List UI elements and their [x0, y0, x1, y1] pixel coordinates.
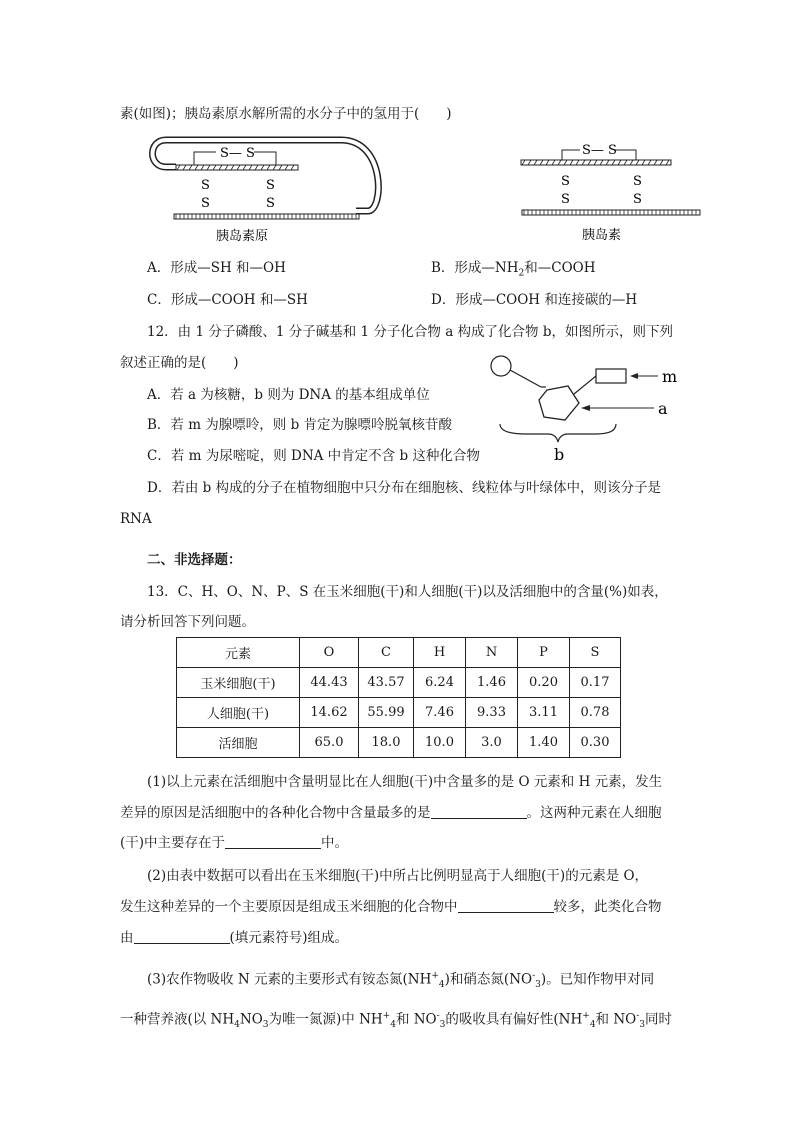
table-cell: 43.57: [359, 668, 414, 698]
q13-part1-line3: (干)中主要存在于 中。: [120, 835, 349, 851]
insulin-bottom-bar: [522, 210, 700, 215]
label-a: a: [658, 399, 668, 418]
table-cell: 0.20: [518, 668, 570, 698]
table-row: [177, 668, 621, 698]
table-cell: 活细胞: [177, 728, 300, 758]
label-m: m: [662, 367, 678, 386]
q12-option-a: A．若 a 为核糖，b 则为 DNA 的基本组成单位: [147, 387, 430, 403]
svg-text:S: S: [201, 196, 210, 211]
base-box: [596, 369, 626, 383]
nucleotide-figure: [486, 354, 686, 466]
q12-option-d-line2: RNA: [120, 511, 152, 527]
table-cell: 玉米细胞(干): [177, 668, 300, 698]
table-cell: 0.30: [570, 728, 621, 758]
table-cell: 0.17: [570, 668, 621, 698]
table-cell: 3.11: [518, 698, 570, 728]
insulin-bond-s: S: [561, 174, 570, 189]
phosphate-circle: [491, 356, 511, 376]
table-header-cell: 元素: [177, 638, 300, 668]
insulin-ss: S— S: [582, 143, 617, 158]
answer-blank[interactable]: [431, 804, 527, 819]
label-b: b: [554, 445, 565, 464]
table-cell: 1.40: [518, 728, 570, 758]
q13-stem-line1: 13．C、H、O、N、P、S 在玉米细胞(干)和人细胞(干)以及活细胞中的含量(%)如表，: [147, 584, 668, 600]
table-cell: 44.43: [300, 668, 359, 698]
table-cell: 7.46: [414, 698, 466, 728]
q11-stem-tail: 素(如图)；胰岛素原水解所需的水分子中的氢用于( ): [120, 106, 452, 122]
svg-text:S: S: [633, 174, 642, 189]
table-cell: 55.99: [359, 698, 414, 728]
table-header-cell: C: [359, 638, 414, 668]
q12-option-d-line1: D．若由 b 构成的分子在植物细胞中只分布在细胞核、线粒体与叶绿体中，则该分子是: [147, 480, 662, 496]
section2-heading: 二、非选择题：: [147, 552, 242, 568]
q12-option-b: B．若 m 为腺嘌呤，则 b 肯定为腺嘌呤脱氧核苷酸: [147, 417, 453, 433]
proinsulin-bottom-bar: [174, 214, 359, 219]
proinsulin-ss: S— S: [220, 146, 255, 161]
table-header-row: [177, 638, 621, 668]
element-content-table: [176, 637, 621, 758]
q13-part2-line3: 由 (填元素符号)组成。: [120, 930, 349, 946]
table-cell: 人细胞(干): [177, 698, 300, 728]
table-header-cell: H: [414, 638, 466, 668]
answer-blank[interactable]: [225, 834, 321, 849]
table-header-cell: N: [466, 638, 518, 668]
proinsulin-label: 胰岛素原: [216, 229, 269, 244]
proinsulin-top-bar: [176, 165, 298, 170]
q12-option-c: C．若 m 为尿嘧啶，则 DNA 中肯定不含 b 这种化合物: [147, 448, 480, 464]
table-cell: 18.0: [359, 728, 414, 758]
svg-text:S: S: [266, 196, 275, 211]
q12-stem-line2: 叙述正确的是( ): [120, 355, 239, 371]
q12-stem-line1: 12．由 1 分子磷酸、1 分子碱基和 1 分子化合物 a 构成了化合物 b，如图所示，则下列: [147, 324, 673, 340]
table-cell: 14.62: [300, 698, 359, 728]
table-cell: 9.33: [466, 698, 518, 728]
table-header-cell: S: [570, 638, 621, 668]
table-cell: 1.46: [466, 668, 518, 698]
svg-text:S: S: [266, 178, 275, 193]
answer-blank[interactable]: [458, 898, 554, 913]
pentose-pentagon: [539, 386, 579, 420]
table-row: [177, 728, 621, 758]
svg-text:S: S: [561, 192, 570, 207]
q13-part3-line2: 一种营养液(以 $NH_4NO_3$为唯一氮源)中 $NH^+_4$和 $NO^-_3$的吸收具有偏好性($NH^+_4$和 $NO^-_3$同时: [120, 1011, 672, 1031]
q11-option-d: D．形成—COOH 和连接碳的—H: [431, 292, 638, 308]
table-row: [177, 698, 621, 728]
q13-part1-line1: (1)以上元素在活细胞中含量明显比在人细胞(干)中含量多的是 O 元素和 H 元素，发生: [147, 774, 663, 790]
table-header-cell: P: [518, 638, 570, 668]
table-cell: 3.0: [466, 728, 518, 758]
insulin-top-bar: [521, 160, 671, 165]
table-cell: 6.24: [414, 668, 466, 698]
q13-part2-line1: (2)由表中数据可以看出在玉米细胞(干)中所占比例明显高于人细胞(干)的元素是 O，: [147, 868, 649, 884]
table-cell: 65.0: [300, 728, 359, 758]
table-header-cell: O: [300, 638, 359, 668]
q11-option-a: A．形成—SH 和—OH: [147, 260, 286, 276]
insulin-label: 胰岛素: [582, 228, 622, 243]
q13-part1-line2: 差异的原因是活细胞中的各种化合物中含量最多的是 。这两种元素在人细胞: [120, 805, 662, 821]
table-cell: 0.78: [570, 698, 621, 728]
answer-blank[interactable]: [134, 929, 230, 944]
insulin-figure: [516, 132, 706, 247]
q11-option-c: C．形成—COOH 和—SH: [147, 292, 308, 308]
svg-text:S: S: [633, 192, 642, 207]
brace: [500, 424, 616, 442]
q13-part3-line1: (3)农作物吸收 N 元素的主要形式有铵态氮$(NH^+_4)$和硝态氮$(NO^-_3)$。已知作物甲对同: [147, 971, 655, 991]
proinsulin-figure: [146, 132, 386, 247]
table-cell: 10.0: [414, 728, 466, 758]
q13-part2-line2: 发生这种差异的一个主要原因是组成玉米细胞的化合物中 较多，此类化合物: [120, 899, 662, 915]
q11-option-b: B．形成$—NH_2$和—COOH: [431, 260, 596, 279]
q13-stem-line2: 请分析回答下列问题。: [120, 614, 255, 630]
proinsulin-bond-s: S: [201, 178, 210, 193]
